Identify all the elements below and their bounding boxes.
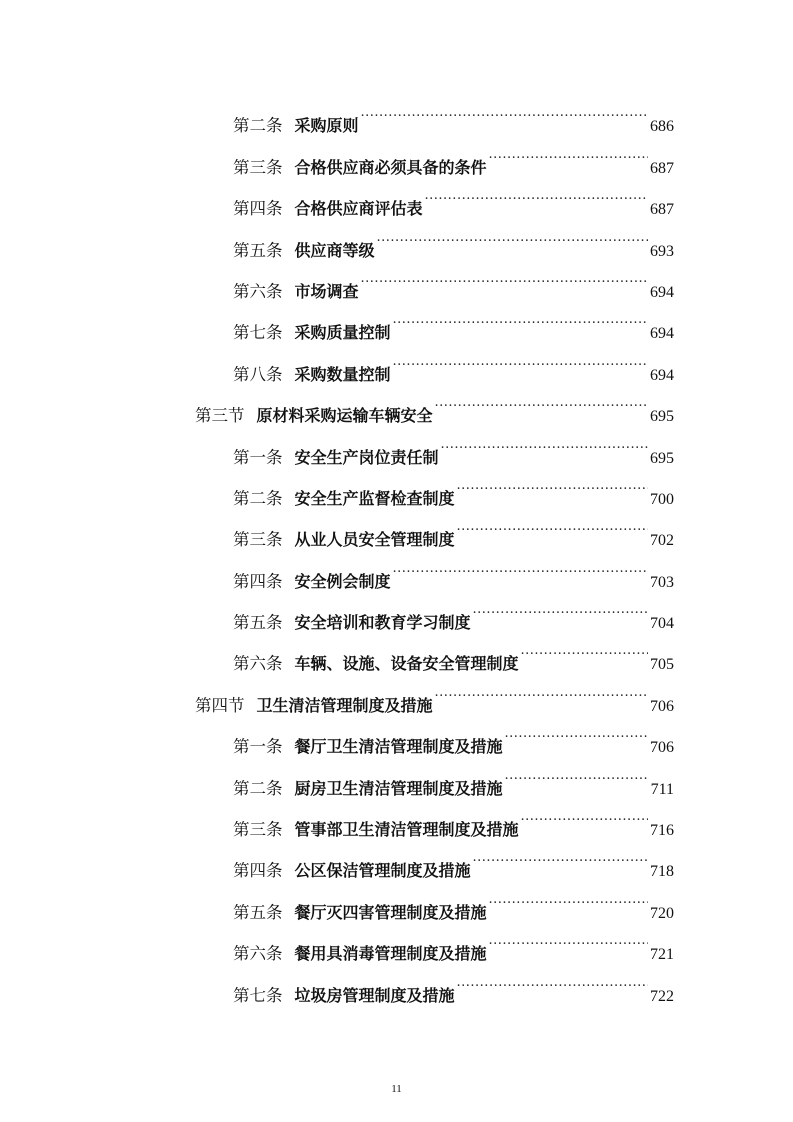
dot-leader (489, 918, 648, 959)
toc-entry-title: 卫生清洁管理制度及措施 (256, 695, 433, 715)
toc-entry-title: 从业人员安全管理制度 (294, 530, 455, 550)
toc-entry-number: 第一条 (233, 447, 283, 467)
toc-entry-page: 706 (650, 697, 674, 715)
toc-entry-page: 693 (650, 242, 674, 260)
dot-leader (505, 711, 648, 752)
toc-entry-number: 第六条 (233, 944, 283, 964)
toc-entry-number: 第三条 (233, 530, 283, 550)
toc-entry-number: 第三条 (233, 157, 283, 177)
toc-entry-number: 第三节 (195, 406, 245, 426)
toc-entry-page: 706 (650, 739, 674, 757)
dot-leader (435, 669, 648, 710)
toc-entry-title: 餐厅卫生清洁管理制度及措施 (294, 737, 503, 757)
toc-entry-number: 第二条 (233, 778, 283, 798)
toc-entry-title: 采购数量控制 (294, 364, 391, 384)
page-number: 11 (391, 1083, 402, 1095)
toc-entry-title: 采购原则 (294, 116, 359, 136)
dot-leader (505, 752, 649, 793)
toc-entry-page: 700 (650, 490, 674, 508)
toc-entry-number: 第四条 (233, 571, 283, 591)
dot-leader (521, 628, 648, 669)
toc-entry-title: 公区保洁管理制度及措施 (294, 861, 471, 881)
dot-leader (393, 338, 648, 379)
toc-entry-title: 供应商等级 (294, 240, 375, 260)
toc-entry-page: 694 (650, 325, 674, 343)
toc-entry-number: 第一条 (233, 737, 283, 757)
toc-entry-number: 第二条 (233, 116, 283, 136)
toc-article-entry[interactable] (233, 90, 674, 136)
toc-entry-title: 垃圾房管理制度及措施 (294, 985, 455, 1005)
toc-entry-title: 安全生产监督检查制度 (294, 488, 455, 508)
dot-leader (441, 421, 648, 462)
toc-entry-page: 686 (650, 118, 674, 136)
toc-entry-page: 722 (650, 987, 674, 1005)
toc-entry-number: 第六条 (233, 654, 283, 674)
toc-entry-page: 695 (650, 449, 674, 467)
toc-entry-page: 720 (650, 904, 674, 922)
toc-entry-number: 第四节 (195, 695, 245, 715)
toc-entry-number: 第七条 (233, 985, 283, 1005)
toc-entry-title: 合格供应商必须具备的条件 (294, 157, 487, 177)
dot-leader (457, 959, 648, 1000)
toc-entry-page: 703 (650, 573, 674, 591)
toc-entry-page: 694 (650, 283, 674, 301)
dot-leader (457, 504, 648, 545)
toc-entry-number: 第六条 (233, 281, 283, 301)
toc-entry-page: 716 (650, 822, 674, 840)
toc-entry-page: 687 (650, 201, 674, 219)
toc-entry-page: 705 (650, 656, 674, 674)
toc-entry-number: 第四条 (233, 861, 283, 881)
dot-leader (393, 297, 648, 338)
toc-entry-title: 采购质量控制 (294, 323, 391, 343)
dot-leader (473, 835, 648, 876)
toc-entry-title: 餐厅灭四害管理制度及措施 (294, 902, 487, 922)
dot-leader (521, 794, 648, 835)
toc-entry-number: 第二条 (233, 488, 283, 508)
toc-entry-page: 695 (650, 408, 674, 426)
toc-entry-title: 车辆、设施、设备安全管理制度 (294, 654, 519, 674)
toc-entry-number: 第七条 (233, 323, 283, 343)
dot-leader (489, 876, 648, 917)
toc-entry-number: 第五条 (233, 240, 283, 260)
toc-entry-page: 702 (650, 532, 674, 550)
dot-leader (361, 90, 648, 131)
toc-entry-title: 厨房卫生清洁管理制度及措施 (294, 778, 503, 798)
toc-entry-number: 第八条 (233, 364, 283, 384)
toc-entry-page: 687 (650, 159, 674, 177)
toc-entry-title: 餐用具消毒管理制度及措施 (294, 944, 487, 964)
toc-entry-number: 第四条 (233, 199, 283, 219)
dot-leader (377, 214, 648, 255)
toc-entry-number: 第三条 (233, 820, 283, 840)
toc-entry-page: 694 (650, 366, 674, 384)
toc-entry-title: 管事部卫生清洁管理制度及措施 (294, 820, 519, 840)
dot-leader (457, 463, 648, 504)
table-of-contents (0, 90, 793, 1005)
toc-entry-title: 市场调查 (294, 281, 359, 301)
dot-leader (361, 256, 648, 297)
toc-entry-page: 721 (650, 946, 674, 964)
dot-leader (473, 587, 648, 628)
toc-entry-page: 718 (650, 863, 674, 881)
dot-leader (435, 380, 648, 421)
toc-entry-page: 711 (650, 780, 674, 798)
toc-entry-page: 704 (650, 615, 674, 633)
toc-entry-title: 原材料采购运输车辆安全 (256, 406, 433, 426)
toc-entry-title: 合格供应商评估表 (294, 199, 423, 219)
toc-entry-number: 第五条 (233, 613, 283, 633)
dot-leader (425, 173, 648, 214)
toc-entry-title: 安全生产岗位责任制 (294, 447, 439, 467)
dot-leader (393, 545, 648, 586)
toc-entry-title: 安全培训和教育学习制度 (294, 613, 471, 633)
toc-entry-title: 安全例会制度 (294, 571, 391, 591)
dot-leader (489, 131, 648, 172)
toc-entry-number: 第五条 (233, 902, 283, 922)
